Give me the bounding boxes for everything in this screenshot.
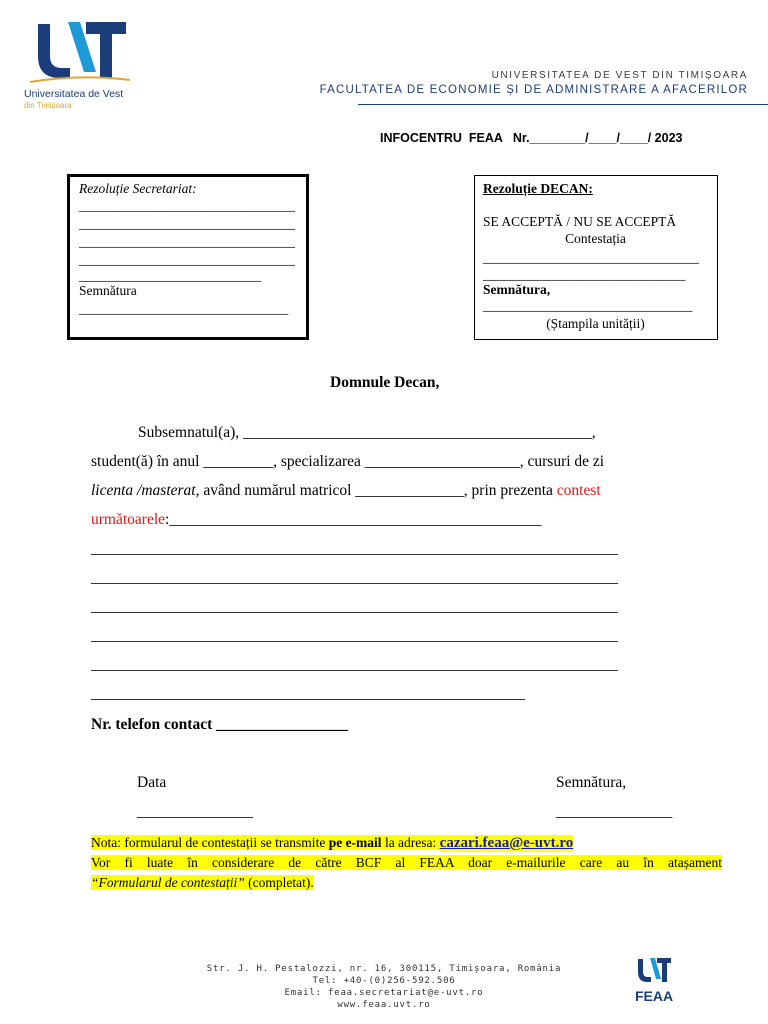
- salutation: Domnule Decan,: [330, 374, 440, 391]
- secretariat-resolution-box: [67, 174, 309, 340]
- blank-line: ____________________________________________________________________: [91, 569, 618, 586]
- dean-accept-options: SE ACCEPTĂ / NU SE ACCEPTĂ: [483, 214, 677, 229]
- footer-website[interactable]: www.feaa.uvt.ro: [337, 1000, 431, 1010]
- blank-line: ________________________________________________________: [91, 685, 525, 702]
- feaa-logo-label: FEAA: [634, 988, 674, 1004]
- dean-line: ________________________________: [483, 250, 699, 265]
- dean-subject: Contestația: [565, 231, 626, 246]
- secretariat-line: ________________________________: [79, 198, 295, 213]
- date-line: _______________: [137, 803, 254, 820]
- secretariat-signature-label: Semnătura: [79, 283, 137, 298]
- faculty-name: FACULTATEA DE ECONOMIE ȘI DE ADMINISTRARE A AFACERILOR: [319, 84, 748, 96]
- footer-address: Str. J. H. Pestalozzi, nr. 16, 300115, Timișoara, România: [206, 964, 562, 974]
- secretariat-signature-line: _______________________________: [79, 301, 289, 316]
- secretariat-line: ___________________________: [79, 268, 262, 283]
- blank-line: ____________________________________________________________________: [91, 656, 618, 673]
- signature-line: _______________: [556, 803, 673, 820]
- blank-line: ____________________________________________________________________: [91, 540, 618, 557]
- contest-email-link[interactable]: cazari.feaa@e-uvt.ro: [439, 835, 574, 851]
- footer-phone: Tel: +40-(0)256-592.506: [312, 976, 456, 986]
- dean-stamp-label: (Ștampila unității): [546, 316, 645, 331]
- note-line-1: Nota: formularul de contestații se transmite pe e-mail la adresa: cazari.feaa@e-uvt.ro: [91, 835, 574, 851]
- note-line-3: “Formularul de contestații” (completat).: [91, 875, 314, 890]
- body-line-name: Subsemnatul(a), _____________________________________________,: [138, 424, 596, 441]
- note-line-2: Vor fi luate în considerare de către BCF al FEAA doar e-mailurile care au în atașament: [91, 855, 722, 870]
- footer-email[interactable]: Email: feaa.secretariat@e-uvt.ro: [284, 988, 484, 998]
- dean-title: Rezoluție DECAN:: [483, 181, 593, 196]
- dean-signature-line: _______________________________: [483, 298, 693, 313]
- dean-line: ______________________________: [483, 267, 686, 282]
- phone-contact: Nr. telefon contact _________________: [91, 716, 348, 733]
- blank-line: ____________________________________________________________________: [91, 598, 618, 615]
- secretariat-line: ________________________________: [79, 252, 295, 267]
- body-line-year: student(ă) în anul _________, specializarea ____________________, cursuri de zi: [91, 453, 605, 470]
- infocentru-registration: INFOCENTRU FEAA Nr.________/____/____/ 2023: [380, 131, 683, 145]
- blank-line: ____________________________________________________________________: [91, 627, 618, 644]
- secretariat-line: ________________________________: [79, 216, 295, 231]
- logo-university-name: Universitatea de Vest: [24, 88, 124, 100]
- secretariat-line: ________________________________: [79, 234, 295, 249]
- secretariat-title: Rezoluție Secretariat:: [79, 181, 197, 196]
- signature-label: Semnătura,: [556, 774, 627, 791]
- header-rule: [358, 104, 768, 105]
- uvt-logo-icon: [30, 16, 134, 88]
- dean-resolution-box: [474, 175, 718, 340]
- university-name: UNIVERSITATEA DE VEST DIN TIMIȘOARA: [491, 70, 748, 81]
- logo-university-city: din Timișoara: [24, 101, 72, 110]
- body-line-matricol: licenta /masterat, având numărul matricol ______________, prin prezenta contest: [91, 482, 601, 499]
- date-label: Data: [137, 774, 167, 791]
- feaa-logo-icon: [636, 956, 672, 984]
- body-line-following: următoarele:________________________________________________: [91, 511, 542, 528]
- study-level: licenta /masterat: [91, 482, 196, 499]
- dean-signature-label: Semnătura,: [483, 282, 551, 297]
